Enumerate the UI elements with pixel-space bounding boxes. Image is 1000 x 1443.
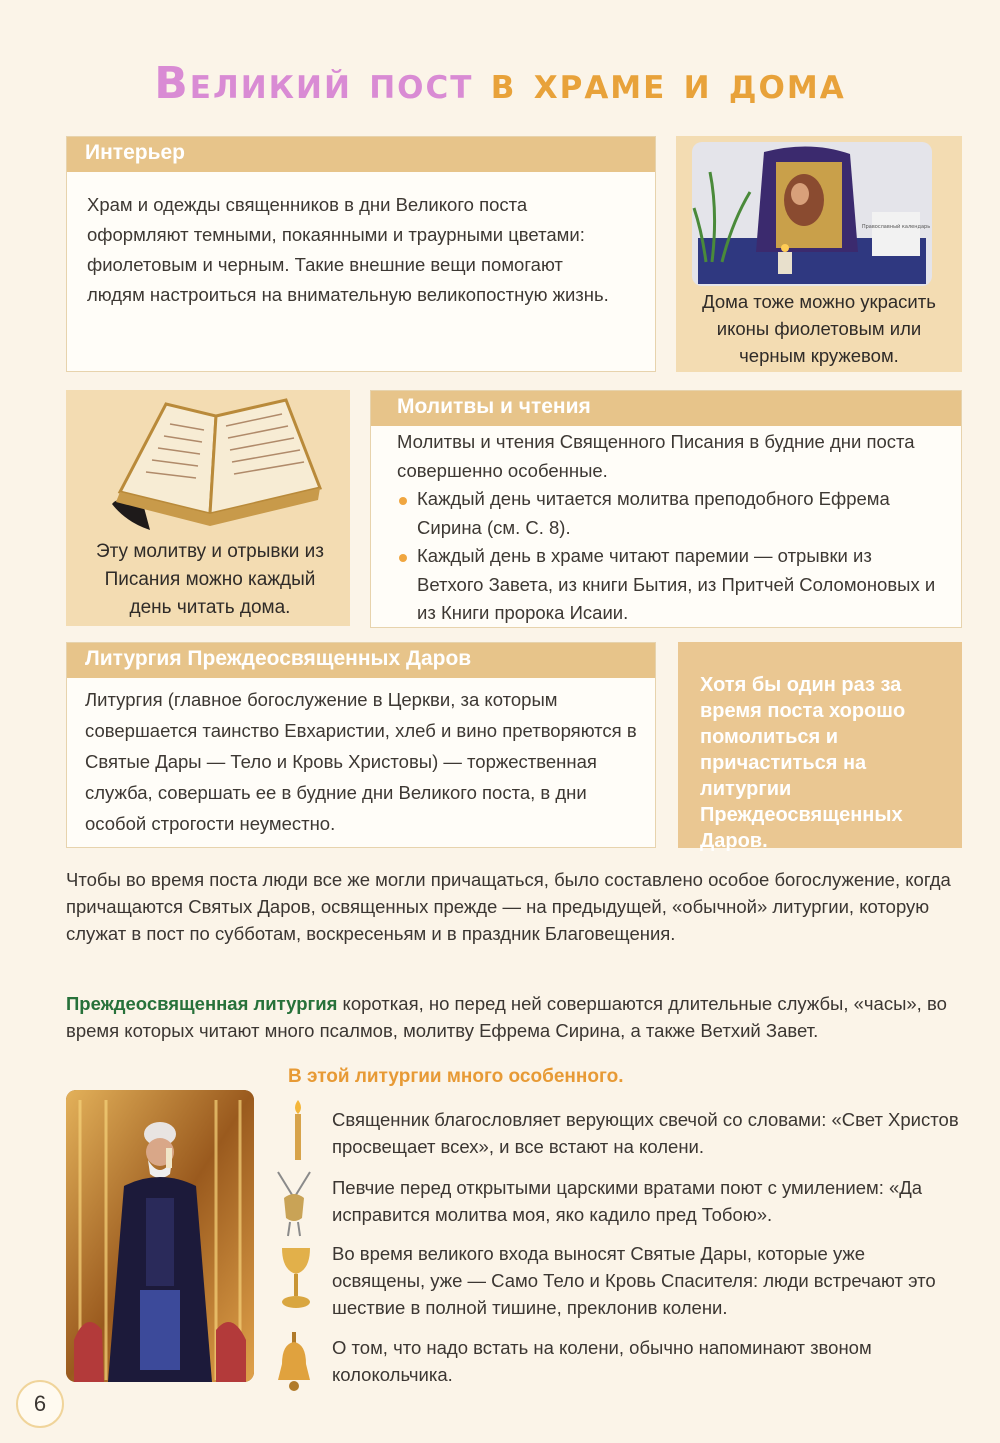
presanctified-term: Преждеосвященная литургия bbox=[66, 993, 338, 1014]
censer-icon bbox=[272, 1168, 316, 1238]
icon-photo-panel bbox=[676, 136, 962, 372]
icon-photo-caption: Дома тоже можно украсить иконы фиолетовым или черным кружевом. bbox=[702, 291, 936, 366]
prayers-body bbox=[371, 426, 961, 628]
presanctified-paragraph bbox=[66, 990, 964, 1044]
liturgy-heading: Литургия Преждеосвященных Даров bbox=[67, 643, 655, 678]
page-title bbox=[0, 58, 1000, 109]
chalice-icon bbox=[278, 1244, 314, 1310]
feature-item-1: Священник благословляет верующих свечой со словами: «Свет Христов просвещает всех», и все встают на колени. bbox=[332, 1109, 959, 1157]
interior-heading: Интерьер bbox=[67, 137, 655, 172]
feature-item-3: Во время великого входа выносят Святые Дары, которые уже освящены, уже — Само Тело и Кровь Спасителя: люди встречают это шествие в полной тишине, преклонив колени. bbox=[332, 1243, 936, 1318]
book-panel bbox=[66, 390, 350, 626]
liturgy-box bbox=[66, 642, 656, 848]
communion-note: Хотя бы один раз за время поста хорошо помолиться и причаститься на литургии Преждеосвященных Даров. bbox=[678, 642, 962, 848]
presanctified-text: короткая, но перед ней совершаются длительные службы, «часы», во время которых читают много псалмов, молитву Ефрема Сирина, а также Ветхий Завет. bbox=[66, 993, 947, 1041]
title-part-1: Великий пост bbox=[154, 58, 474, 109]
icon-photo bbox=[692, 142, 932, 286]
page-number: 6 bbox=[16, 1380, 64, 1428]
features-title: В этой литургии много особенного. bbox=[288, 1066, 624, 1087]
prayers-box bbox=[370, 390, 962, 628]
priest-photo bbox=[66, 1090, 254, 1382]
prayers-list bbox=[397, 485, 941, 628]
interior-box bbox=[66, 136, 656, 372]
calendar-label: Православный календарь bbox=[861, 224, 931, 230]
feature-item-4: О том, что надо встать на колени, обычно напоминают звоном колокольчика. bbox=[332, 1337, 872, 1385]
prayers-bullet-2: Каждый день в храме читают паремии — отрывки из Ветхого Завета, из книги Бытия, из Притчей Соломоновых и из Книги пророка Исаии. bbox=[397, 542, 941, 628]
prayers-bullet-1: Каждый день читается молитва преподобного Ефрема Сирина (см. С. 8). bbox=[397, 485, 941, 542]
book-caption: Эту молитву и отрывки из Писания можно каждый день читать дома. bbox=[95, 541, 324, 618]
prayers-heading: Молитвы и чтения bbox=[371, 391, 961, 426]
liturgy-text: Литургия (главное богослужение в Церкви, за которым совершается таинство Евхаристии, хлеб и вино претворяются в Святые Дары — Тело и Кровь Христовы) — торжественная служба, совершать ее в будние дни Великого поста, в дни особой строгости неуместно. bbox=[85, 689, 637, 834]
bell-icon bbox=[274, 1330, 314, 1396]
feature-item-2: Певчие перед открытыми царскими вратами поют с умилением: «Да исправится молитва моя, яко кадило пред Тобою». bbox=[332, 1177, 923, 1225]
open-book-image bbox=[90, 396, 330, 536]
intro-paragraph: Чтобы во время поста люди все же могли причащаться, было составлено особое богослужение, когда причащаются Святых Даров, освященных прежде — на предыдущей, «обычной» литургии, которую служат в пост по субботам, воскресеньям и в праздник Благовещения. bbox=[66, 869, 951, 944]
interior-text: Храм и одежды священников в дни Великого поста оформляют темными, покаянными и траурными цветами: фиолетовым и черным. Такие внешние вещи помогают людям настроиться на внимательную великопостную жизнь. bbox=[87, 194, 609, 305]
prayers-intro: Молитвы и чтения Священного Писания в будние дни поста совершенно особенные. bbox=[397, 431, 915, 481]
candle-icon bbox=[288, 1098, 308, 1162]
title-part-2: в храме и дома bbox=[490, 58, 846, 109]
